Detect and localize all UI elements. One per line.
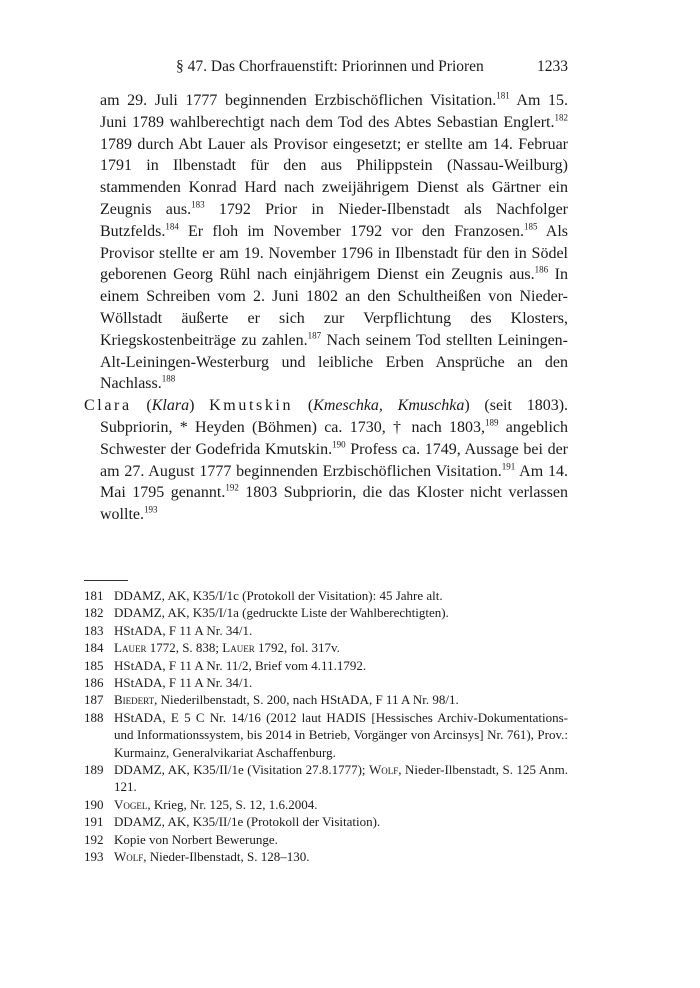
footnote-ref-190[interactable]: 190 xyxy=(332,439,346,450)
footnote-ref-182[interactable]: 182 xyxy=(554,112,568,123)
footnote-ref-187[interactable]: 187 xyxy=(307,330,322,341)
text-run: In einem Schreiben vom 2. Juni 1802 an den Schultheißen von Nieder-Wöllstadt äußerte er sich zur Verpflichtung des Klosters, Kriegskostenbeiträge zu zahlen. xyxy=(100,266,568,349)
footnote-ref-191[interactable]: 191 xyxy=(501,461,516,472)
footnote-ref-193[interactable]: 193 xyxy=(144,504,158,515)
footnote-number: 184 xyxy=(84,640,104,656)
text-run: Profess ca. 1749, Aussage bei der am 27. August 1777 beginnenden Erzbischöflichen Visitation. xyxy=(100,440,568,480)
footnote-187 xyxy=(84,691,568,708)
text-run: angeblich Schwester der Godefrida Kmutskin. xyxy=(100,418,568,458)
footnote-text: HStADA, E 5 C Nr. 14/16 (2012 laut HADIS [Hessisches Archiv-Dokumentations- und Informationssystem, bis 2014 in Betrieb, Vorgänger von Arcinsys] Nr. 761), Prov.: Kurmainz, Generalvikariat Aschaffenburg. xyxy=(114,709,568,760)
author-name: Lauer xyxy=(222,640,255,656)
footnote-193 xyxy=(84,848,568,865)
footnote-text: HStADA, F 11 A Nr. 34/1. xyxy=(114,675,253,691)
footnote-text: , Nieder-Ilbenstadt, S. 128–130. xyxy=(143,849,310,865)
footnote-number: 193 xyxy=(84,849,104,865)
footnote-190 xyxy=(84,796,568,813)
footnote-text: DDAMZ, AK, K35/I/1c (Protokoll der Visitation): 45 Jahre alt. xyxy=(114,588,443,603)
footnote-ref-183[interactable]: 183 xyxy=(191,199,205,210)
footnote-189 xyxy=(84,761,568,796)
footnote-ref-186[interactable]: 186 xyxy=(534,265,549,276)
footnote-181 xyxy=(84,587,568,604)
author-name: Wolf xyxy=(369,762,399,778)
text-run: 1803 Subpriorin, die das Kloster nicht verlassen wollte. xyxy=(100,484,568,524)
text-run: Am 15. Juni 1789 wahlberechtigt nach dem Tod des Abtes Sebastian Englert. xyxy=(100,92,568,131)
page-number: 1233 xyxy=(537,58,568,75)
author-name: Wolf xyxy=(114,849,144,865)
footnote-text: DDAMZ, AK, K35/II/1e (Protokoll der Visitation). xyxy=(114,814,381,830)
text-run: (seit 1803). Subpriorin, * Heyden (Böhmen) ca. 1730, † nach 1803, xyxy=(100,397,569,436)
footnote-text: , Krieg, Nr. 125, S. 12, 1.6.2004. xyxy=(147,796,318,812)
footnote-number: 191 xyxy=(84,814,104,830)
footnote-ref-192[interactable]: 192 xyxy=(225,483,239,494)
text-run: Nach seinem Tod stellten Leiningen-Alt-Leiningen-Westerburg und leibliche Erben Ansprüche an den Nachlass. xyxy=(100,331,568,393)
footnote-ref-188[interactable]: 188 xyxy=(161,374,176,385)
footnote-text: DDAMZ, AK, K35/II/1e (Visitation 27.8.1777); xyxy=(114,762,370,778)
footnote-number: 183 xyxy=(84,622,104,638)
footnote-number: 187 xyxy=(84,692,104,708)
footnote-text: 1792, fol. 317v. xyxy=(254,640,340,656)
footnote-number: 190 xyxy=(84,796,104,812)
text-run: 1789 durch Abt Lauer als Provisor eingesetzt; er stellte am 14. Februar 1791 in Ilbenstadt für den aus Philippstein (Nassau-Weilburg) stammenden Konrad Hard nach zweijährigem Dienst als Gärtner ein Zeugnis aus. xyxy=(100,135,568,218)
footnote-185 xyxy=(84,657,568,674)
footnote-number: 188 xyxy=(84,709,104,725)
footnote-183 xyxy=(84,622,568,639)
footnote-ref-189[interactable]: 189 xyxy=(485,417,499,428)
footnote-number: 182 xyxy=(84,605,104,621)
footnote-182 xyxy=(84,604,568,621)
footnote-number: 181 xyxy=(84,588,104,603)
footnote-186 xyxy=(84,674,568,691)
text-run: Er floh im November 1792 vor den Franzosen. xyxy=(178,222,524,240)
footnote-text: HStADA, F 11 A Nr. 34/1. xyxy=(114,622,253,638)
footnote-text: DDAMZ, AK, K35/I/1a (gedruckte Liste der Wahlberechtigten). xyxy=(114,605,449,621)
text-run: am 29. Juli 1777 beginnenden Erzbischöflichen Visitation. xyxy=(100,92,497,109)
continued-entry-paragraph xyxy=(84,90,568,395)
footnote-separator xyxy=(84,580,128,581)
author-name: Lauer xyxy=(114,640,147,656)
footnote-ref-181[interactable]: 181 xyxy=(496,90,510,101)
clara-entry-paragraph: Clara (Klara) Kmutskin (Kmeschka, Kmuschka) (seit 1803). Subpriorin, * Heyden (Böhmen) ca. 1730, † nach 1803,$^{189}$ angeblich Schwester der Godefrida Kmutskin.$^{190}$ Profess ca. 1749, Aussage bei der am 27. August 1777 beginnenden Erzbischöflichen Visitation.$^{191}$ Am 14. Mai 1795 genannt.$^{192}$ 1803 Subpriorin, die das Kloster nicht verlassen wollte.$^{193}$ xyxy=(84,397,569,524)
text-run: 1792 Prior in Nieder-Ilbenstadt als Nachfolger Butzfelds. xyxy=(100,200,569,240)
footnote-number: 186 xyxy=(84,675,104,691)
person-name-clara: Clara xyxy=(84,397,132,415)
footnote-number: 185 xyxy=(84,657,104,673)
footnote-ref-185[interactable]: 185 xyxy=(523,221,538,232)
text-run: Am 14. Mai 1795 genannt. xyxy=(100,462,568,502)
footnote-text: , Niederilbenstadt, S. 200, nach HStADA, F 11 A Nr. 98/1. xyxy=(154,692,459,708)
surname-variants: Kmeschka, Kmuschka xyxy=(313,397,465,415)
footnote-number: 192 xyxy=(84,831,104,847)
footnote-188 xyxy=(84,709,568,761)
author-name: Vogel xyxy=(114,796,148,812)
footnote-number: 189 xyxy=(84,762,104,778)
footnote-192 xyxy=(84,831,568,848)
author-name: Biedert xyxy=(114,692,155,708)
footnote-191 xyxy=(84,813,568,830)
main-text xyxy=(84,90,568,526)
footnote-ref-184[interactable]: 184 xyxy=(165,221,179,232)
footnote-184 xyxy=(84,639,568,656)
footnotes xyxy=(84,587,568,866)
footnote-text: Kopie von Norbert Bewerunge. xyxy=(114,831,278,847)
name-variant: Klara xyxy=(151,397,190,415)
footnote-text: HStADA, F 11 A Nr. 11/2, Brief vom 4.11.1792. xyxy=(114,657,367,673)
header-title: § 47. Das Chorfrauenstift: Priorinnen und Prioren xyxy=(176,58,484,75)
footnote-text: , Nieder-Ilbenstadt, S. 125 Anm. 121. xyxy=(114,762,568,795)
footnote-text: 1772, S. 838; xyxy=(146,640,223,656)
person-surname-kmutskin: Kmutskin xyxy=(209,397,294,415)
text-run: Als Provisor stellte er am 19. November 1796 in Ilbenstadt für den in Södel geborenen Georg Rühl nach einjährigem Dienst ein Zeugnis aus. xyxy=(100,222,569,284)
running-header xyxy=(176,58,568,80)
